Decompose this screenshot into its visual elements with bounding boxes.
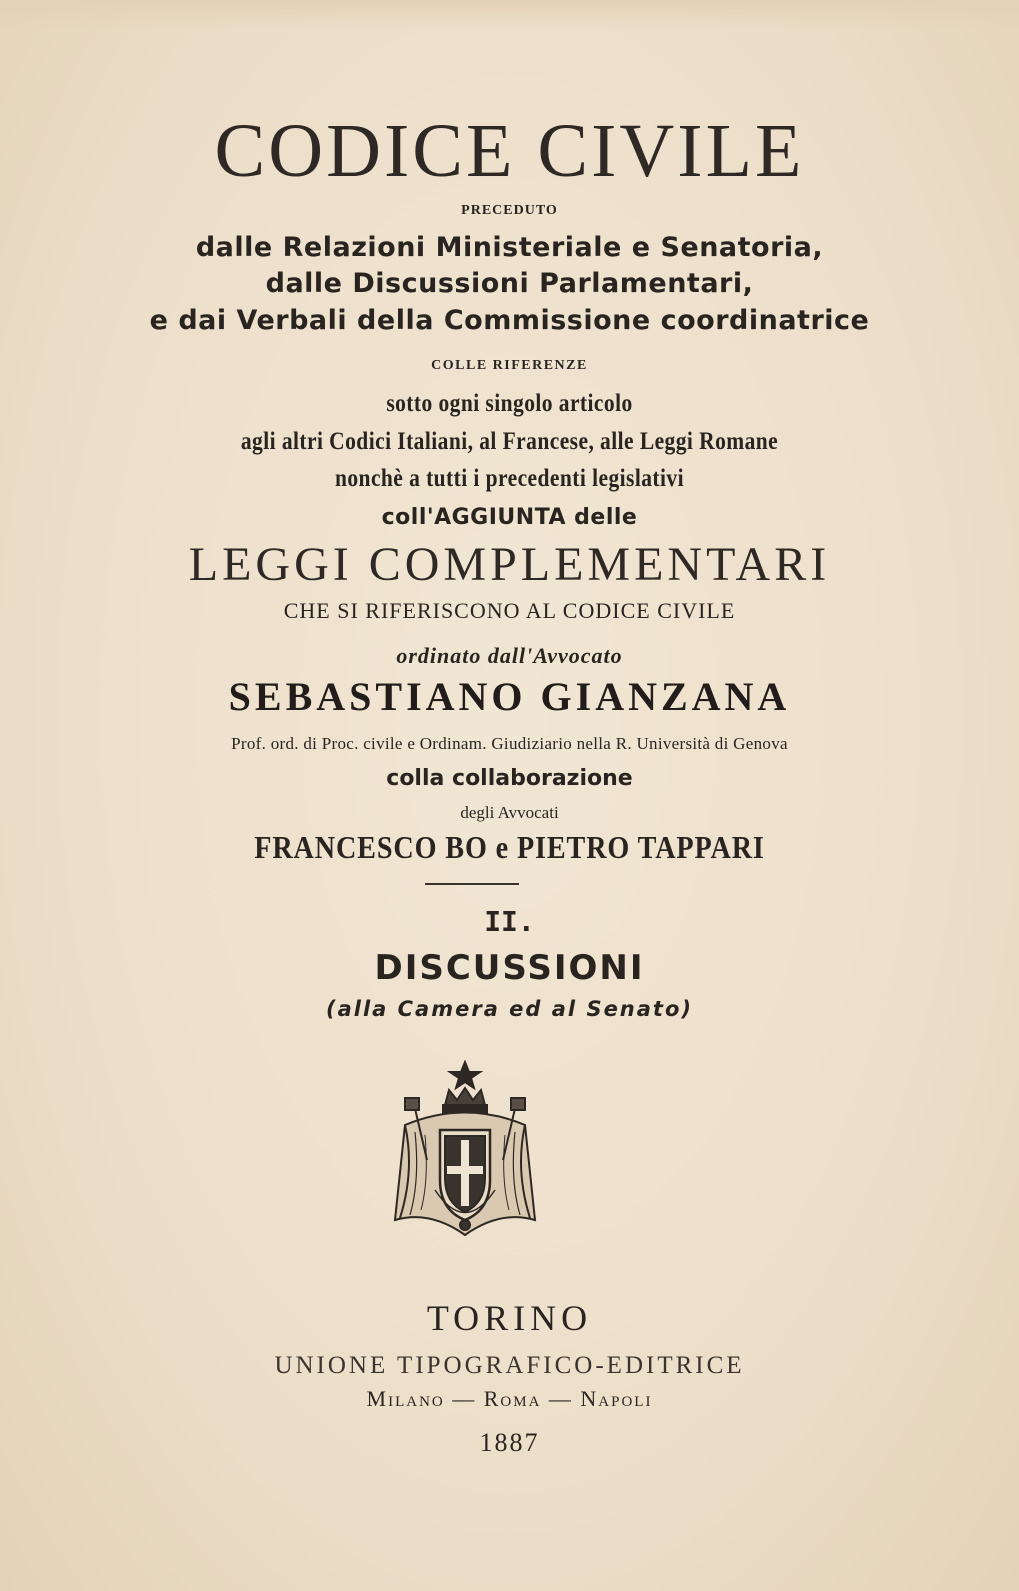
volume-subtitle: (alla Camera ed al Senato)	[325, 997, 693, 1021]
relations-line-2: dalle Discussioni Parlamentari,	[265, 268, 754, 299]
divider-rule	[425, 883, 519, 885]
ordinato-line: ordinato dall'Avvocato	[396, 643, 623, 668]
leggi-complementari-heading: LEGGI COMPLEMENTARI	[188, 538, 831, 591]
collaborazione-line: colla collaborazione	[386, 766, 633, 791]
riferiscono-line: CHE SI RIFERISCONO AL CODICE CIVILE	[283, 598, 736, 623]
references-line-3: nonchè a tutti i precedenti legislativi	[334, 465, 684, 492]
relations-line-1: dalle Relazioni Ministeriale e Senatoria,	[195, 232, 824, 263]
page-edge-shading	[0, 0, 1019, 30]
references-line-2: agli altri Codici Italiani, al Francese, alle Leggi Romane	[240, 428, 779, 455]
author-name: SEBASTIANO GIANZANA	[228, 674, 791, 719]
imprint-publisher: UNIONE TIPOGRAFICO-EDITRICE	[274, 1352, 745, 1379]
book-title: CODICE CIVILE	[214, 109, 805, 193]
volume-title: DISCUSSIONI	[374, 948, 645, 988]
preceduto-label: PRECEDUTO	[461, 203, 558, 218]
degli-avvocati-line: degli Avvocati	[460, 803, 559, 822]
imprint-year: 1887	[479, 1428, 540, 1457]
imprint-cities: Milano — Roma — Napoli	[366, 1386, 653, 1411]
coauthors: FRANCESCO BO e PIETRO TAPPARI	[254, 829, 765, 865]
references-line-1: sotto ogni singolo articolo	[386, 390, 633, 417]
relations-line-3: e dai Verbali della Commissione coordinatrice	[149, 305, 870, 336]
author-title: Prof. ord. di Proc. civile e Ordinam. Giudiziario nella R. Università di Genova	[231, 734, 788, 753]
colle-riferenze-label: COLLE RIFERENZE	[431, 358, 588, 373]
coat-of-arms-emblem	[385, 1060, 545, 1245]
imprint-city: TORINO	[426, 1298, 593, 1338]
volume-number: II.	[484, 905, 535, 938]
aggiunta-line: coll'AGGIUNTA delle	[381, 505, 638, 530]
